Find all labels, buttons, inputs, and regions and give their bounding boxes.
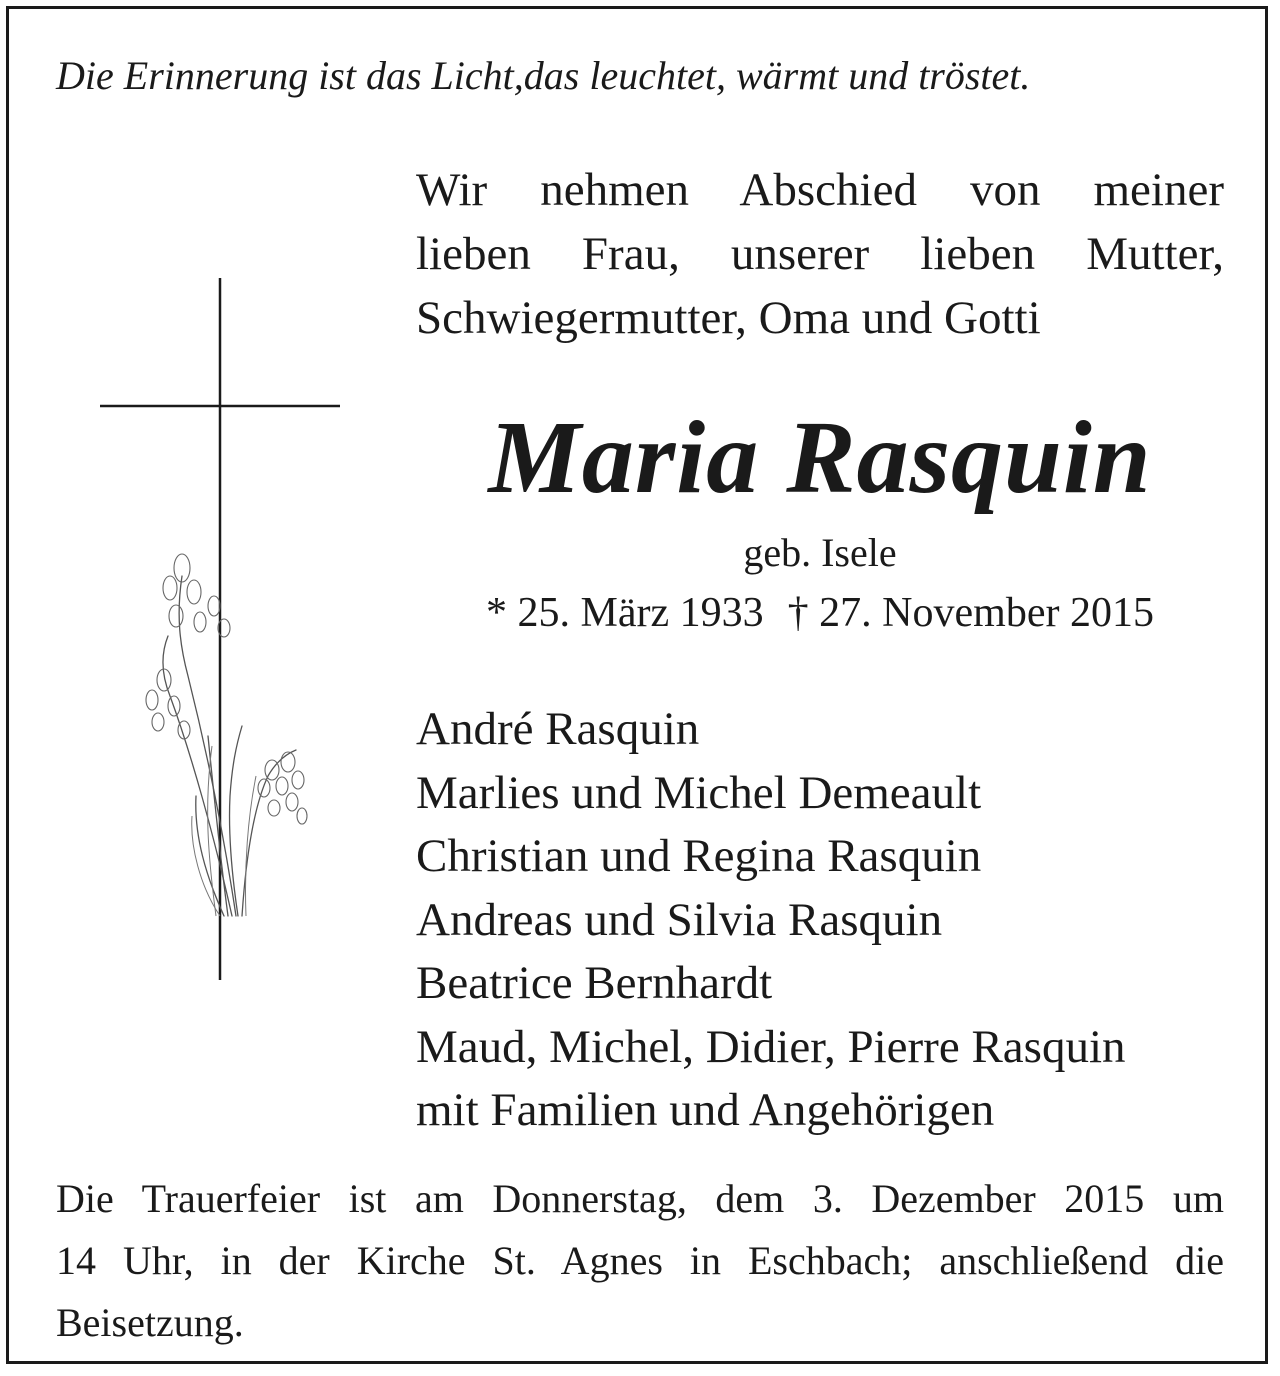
service-line: Die Trauerfeier ist am Donnerstag, dem 3. Dezember 2015 um xyxy=(56,1176,1224,1221)
survivor-item: Marlies und Michel Demeault xyxy=(416,766,982,819)
survivor-item: Maud, Michel, Didier, Pierre Rasquin xyxy=(416,1020,1126,1073)
survivor-item: Beatrice Bernhardt xyxy=(416,957,773,1009)
maiden-name: geb. Isele xyxy=(743,530,897,575)
farewell-intro xyxy=(416,158,1224,350)
cross-with-grass-icon xyxy=(96,276,344,982)
survivor-item: Christian und Regina Rasquin xyxy=(416,830,982,882)
motto-quote: Die Erinnerung ist das Licht,das leuchtet, wärmt und tröstet. xyxy=(56,53,1031,98)
deceased-name: Maria Rasquin xyxy=(488,400,1152,515)
survivors-list xyxy=(416,698,1236,1143)
farewell-intro-line: Wir nehmen Abschied von meiner xyxy=(416,164,1224,216)
service-line: 14 Uhr, in der Kirche St. Agnes in Eschbach; anschließend die xyxy=(56,1238,1224,1283)
survivor-item: mit Familien und Angehörigen xyxy=(416,1084,995,1136)
survivor-item: Andreas und Silvia Rasquin xyxy=(416,893,943,946)
life-dates xyxy=(416,586,1224,640)
survivor-item: André Rasquin xyxy=(416,703,700,755)
funeral-service-info xyxy=(56,1168,1224,1354)
death-date: † 27. November 2015 xyxy=(787,590,1154,636)
farewell-intro-line: lieben Frau, unserer lieben Mutter, xyxy=(416,228,1224,280)
service-line: Beisetzung. xyxy=(56,1300,244,1345)
birth-date: * 25. März 1933 xyxy=(486,590,764,636)
farewell-intro-line: Schwiegermutter, Oma und Gotti xyxy=(416,292,1041,344)
